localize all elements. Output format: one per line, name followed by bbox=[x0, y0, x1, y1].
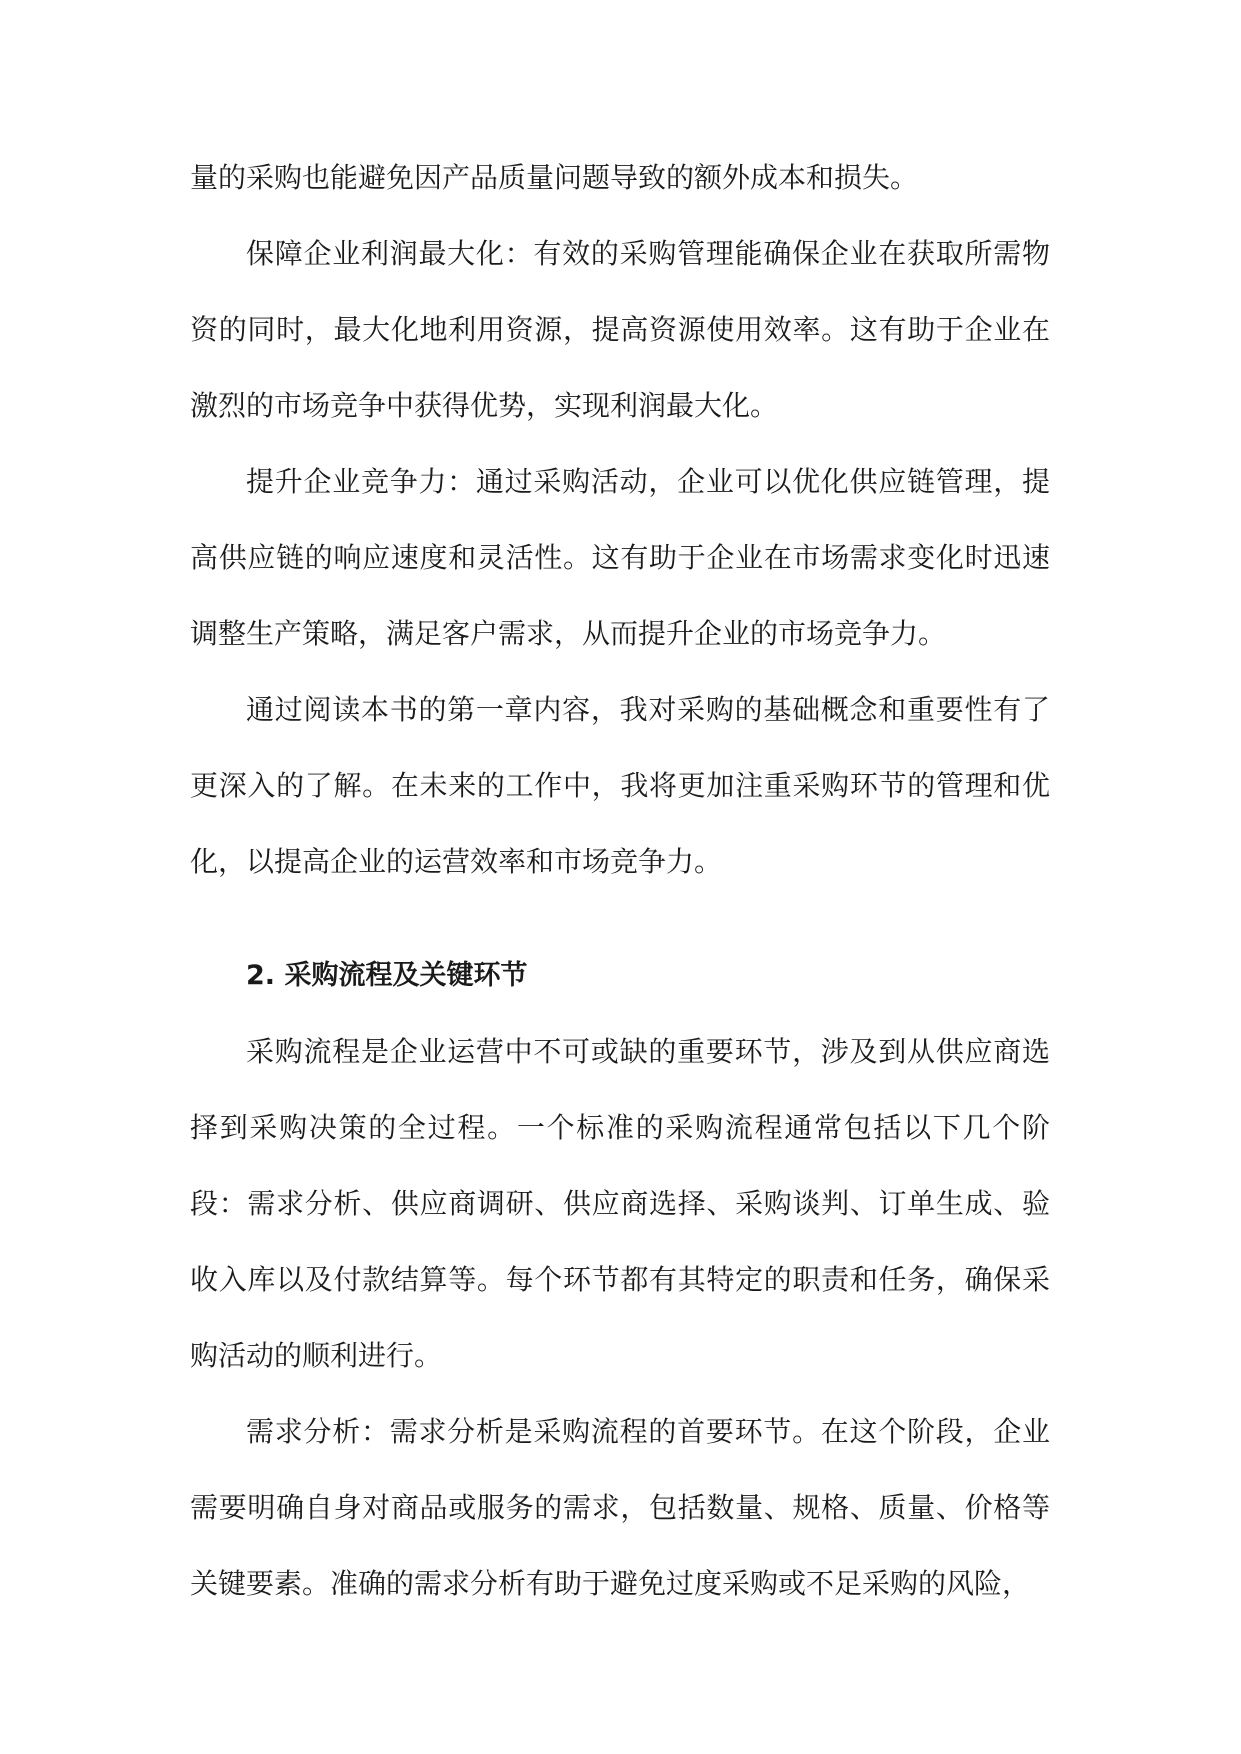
section-heading: 2. 采购流程及关键环节 bbox=[246, 960, 528, 991]
paragraph-procurement-process: 采购流程是企业运营中不可或缺的重要环节，涉及到从供应商选择到采购决策的全过程。一个标准的采购流程通常包括以下几个阶段：需求分析、供应商调研、供应商选择、采购谈判、订单生成、验收入库以及付款结算等。每个环节都有其特定的职责和任务，确保采购活动的顺利进行。 bbox=[190, 1035, 1050, 1372]
paragraph-continuation: 量的采购也能避免因产品质量问题导致的额外成本和损失。 bbox=[190, 161, 919, 194]
paragraph-competitiveness: 提升企业竞争力：通过采购活动，企业可以优化供应链管理，提高供应链的响应速度和灵活性。这有助于企业在市场需求变化时迅速调整生产策略，满足客户需求，从而提升企业的市场竞争力。 bbox=[190, 465, 1050, 650]
paragraph-reading-summary: 通过阅读本书的第一章内容，我对采购的基础概念和重要性有了更深入的了解。在未来的工作中，我将更加注重采购环节的管理和优化，以提高企业的运营效率和市场竞争力。 bbox=[190, 693, 1050, 878]
paragraph-profit-maximization: 保障企业利润最大化：有效的采购管理能确保企业在获取所需物资的同时，最大化地利用资源，提高资源使用效率。这有助于企业在激烈的市场竞争中获得优势，实现利润最大化。 bbox=[190, 237, 1050, 422]
document-body bbox=[190, 140, 1050, 1622]
paragraph-demand-analysis: 需求分析：需求分析是采购流程的首要环节。在这个阶段，企业需要明确自身对商品或服务的需求，包括数量、规格、质量、价格等关键要素。准确的需求分析有助于避免过度采购或不足采购的风险， bbox=[190, 1415, 1050, 1600]
